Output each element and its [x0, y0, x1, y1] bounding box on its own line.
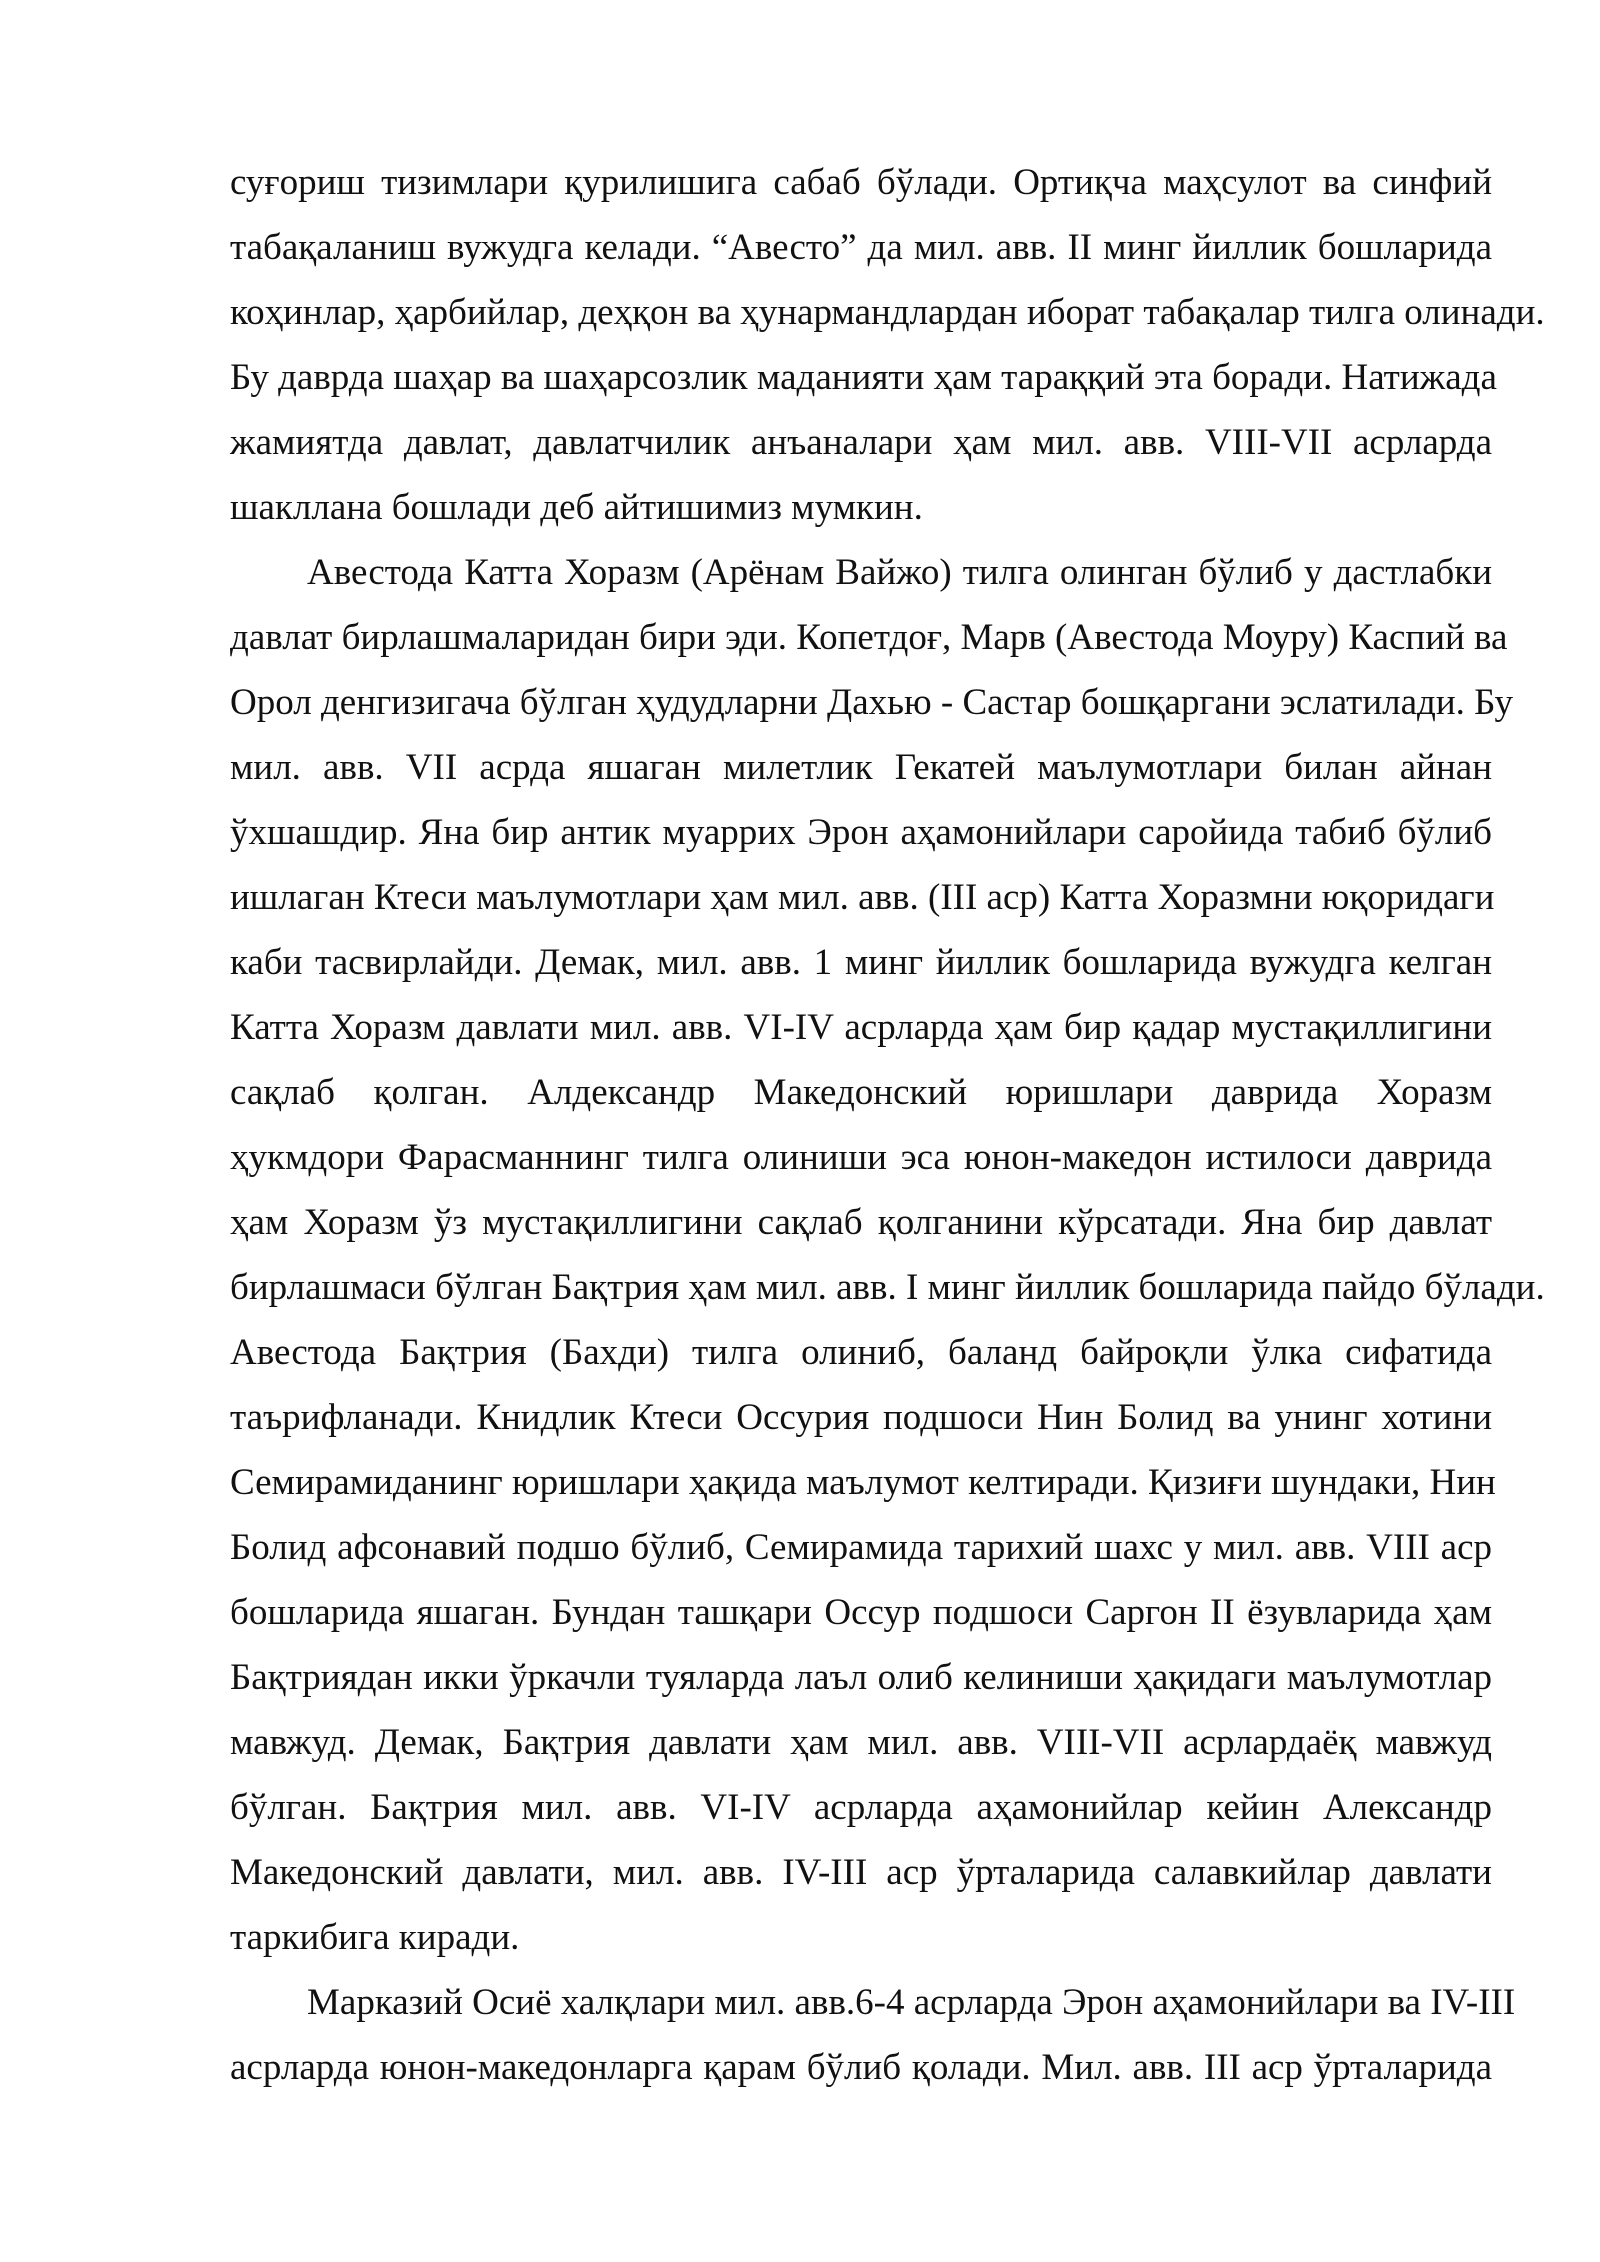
text-line: шаклланa бошлади деб айтишимиз мумкин.	[230, 487, 923, 528]
text-line: ўхшашдир. Яна бир антик муаррих Эрон аҳамонийлари саройида табиб бўлиб	[230, 812, 1492, 853]
text-line: таркибига киради.	[230, 1917, 520, 1958]
text-line: мавжуд. Демак, Бақтрия давлати ҳам мил. авв. VIII-VII асрлардаёқ мавжуд	[230, 1722, 1492, 1763]
text-line: ҳам Хоразм ўз мустақиллигини сақлаб қолганини кўрсатади. Яна бир давлат	[230, 1202, 1492, 1243]
text-line: Семирамиданинг юришлари ҳақида маълумот келтиради. Қизиғи шундаки, Нин	[230, 1462, 1496, 1503]
text-line: бирлашмаси бўлган Бақтрия ҳам мил. авв. I минг йиллик бошларида пайдо бўлади.	[230, 1267, 1545, 1308]
text-line: таърифланади. Книдлик Ктеси Оссурия подшоси Нин Болид ва унинг хотини	[230, 1397, 1492, 1438]
text-line: Марказий Осиё халқлари мил. авв.6-4 асрларда Эрон аҳамонийлари ва IV-III	[307, 1982, 1516, 2023]
text-line: Бақтриядан икки ўркачли туяларда лаъл олиб келиниши ҳақидаги маълумотлар	[230, 1657, 1492, 1698]
text-line: коҳинлар, ҳарбийлар, деҳқон ва ҳунармандлардан иборат табақалар тилга олинади.	[230, 292, 1545, 333]
text-line: бўлган. Бақтрия мил. авв. VI-IV асрларда аҳамонийлар кейин Александр	[230, 1787, 1492, 1828]
text-line: мил. авв. VII асрда яшаган милетлик Гекатей маълумотлари билан айнан	[230, 747, 1492, 788]
text-line: табақаланиш вужудга келади. “Авесто” да мил. авв. II минг йиллик бошларида	[230, 227, 1492, 268]
text-line: жамиятда давлат, давлатчилик анъаналари ҳам мил. авв. VIII-VII асрларда	[230, 422, 1492, 463]
text-line: каби тасвирлайди. Демак, мил. авв. 1 минг йиллик бошларида вужудга келган	[230, 942, 1492, 983]
text-line: Катта Хоразм давлати мил. авв. VI-IV асрларда ҳам бир қадар мустақиллигини	[230, 1007, 1492, 1048]
text-line: асрларда юнон-македонларга қарам бўлиб қолади. Мил. авв. III аср ўрталарида	[230, 2047, 1492, 2088]
text-line: Орол денгизигача бўлган ҳудудларни Дахью - Састар бошқаргани эслатилади. Бу	[230, 682, 1513, 723]
paragraph-3	[230, 1970, 1516, 2100]
text-line: ишлаган Ктеси маълумотлари ҳам мил. авв. (III аср) Катта Хоразмни юқоридаги	[230, 877, 1495, 918]
text-line: суғориш тизимлари қурилишига сабаб бўлади. Ортиқча маҳсулот ва синфий	[230, 162, 1492, 203]
text-line: Бу даврда шаҳар ва шаҳарсозлик маданияти ҳам тараққий эта боради. Натижада	[230, 357, 1497, 398]
paragraph-1	[230, 150, 1545, 540]
text-line: Болид афсонавий подшо бўлиб, Семирамида тарихий шахс у мил. авв. VIII аср	[230, 1527, 1492, 1568]
text-line: Македонский давлати, мил. авв. IV-III аср ўрталарида салавкийлар давлати	[230, 1852, 1492, 1893]
text-line: Авестода Катта Хоразм (Арёнам Вайжо) тилга олинган бўлиб у дастлабки	[307, 552, 1492, 593]
text-line: давлат бирлашмаларидан бири эди. Копетдоғ, Марв (Авестода Моуру) Каспий ва	[230, 617, 1508, 658]
paragraph-2	[230, 540, 1545, 1970]
text-line: сақлаб қолган. Алдександр Македонский юришлари даврида Хоразм	[230, 1072, 1492, 1113]
document-page	[230, 150, 1545, 2100]
text-line: Авестода Бақтрия (Бахди) тилга олиниб, баланд байроқли ўлка сифатида	[230, 1332, 1492, 1373]
text-line: бошларида яшаган. Бундан ташқари Оссур подшоси Саргон II ёзувларида ҳам	[230, 1592, 1492, 1633]
text-line: ҳукмдори Фарасманнинг тилга олиниши эса юнон-македон истилоси даврида	[230, 1137, 1492, 1178]
